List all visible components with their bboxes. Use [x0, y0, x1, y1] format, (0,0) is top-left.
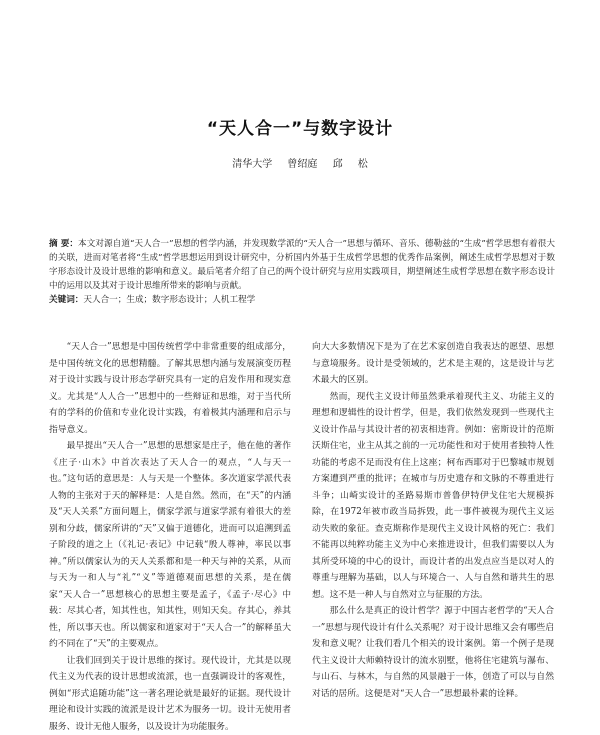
body-paragraph: 那么什么是真正的设计哲学？源于中国古老哲学的“天人合一”思想与现代设计有什么关系呢？对于设计思维又会有哪些启发和意义呢？让我们看几个相关的设计案例。第一个例子是现代主义设计大师赖特设计的流水别墅，他将住宅建筑与瀑布、与山石、与林木，与自然的风景融于一体，创造了可以与自然对话的居所。这便是对“天人合一”思想最朴素的诠释。 — [312, 603, 554, 702]
body-paragraph: 然而，现代主义设计师虽然秉承着现代主义、功能主义的理想和逻辑性的设计哲学，但是，我们依然发现到一些现代主义设计作品与其设计者的初衷相违背。例如：密斯设计的范斯沃斯住宅，业主从其之前的一元功能性和对于使用者独特人性功能的考虑不足而没有住上这座；柯布西耶对于巴黎城市规划方案遭到严重的批评；在城市与历史遗存和文脉的不尊重进行斗争；山崎实设计的圣路易斯市普鲁伊特伊戈住宅大规模拆除，在1972年被市政当局拆毁，此一事件被视为现代主义运动失败的象征。查克斯称作是现代主义设计风格的死亡：我们不能再以纯粹功能主义为中心来推进设计，但我们需要以人为其所受环境的中心的设计，而设计者的出发点应当是以对人的尊重与理解为基础，以人与环境合一、人与自然和谐共生的思想。这不是一种人与自然对立与征服的方法。 — [312, 389, 554, 604]
abstract-text: 本文对源自道“天人合一”思想的哲学内涵，并发现数学派的“天人合一”思想与循环、音乐、德勒兹的“生成”哲学思想有着很大的关联，进而对笔者将“生成”哲学思想运用到设计研究中，分析国内外基于生成哲学思想的优秀作品案例，阐述生成哲学思想对于数字形态设计及设计思维的影响和意义。最后笔者介绍了自己的两个设计研究与应用实践项目，期望阐述生成哲学思想在数字形态设计中的运用以及其对于设计思维所带来的影响与贡献。 — [49, 239, 555, 291]
body-column-right — [312, 339, 554, 702]
paper-title: “天人合一”与数字设计 — [0, 114, 600, 139]
abstract-block — [49, 237, 555, 307]
body-paragraph: 向大大多数情况下是为了在艺术家创造自我表达的愿望、思想与意境服务。设计是受领域的，艺术是主观的，这是设计与艺术最大的区别。 — [312, 339, 554, 389]
body-column-left — [49, 339, 291, 735]
abstract-paragraph — [49, 237, 555, 293]
keywords-text: 天人合一；生成；数字形态设计；人机工程学 — [83, 295, 255, 305]
author-affiliation: 清华大学 — [232, 159, 272, 170]
author-name: 松 — [358, 159, 368, 170]
body-paragraph: 让我们回到关于设计思维的探讨。现代设计，尤其是以现代主义为代表的设计思想或流派，也一直强调设计的客观性，例如“形式追随功能”这一著名理论就是最好的证据。现代设计理论和设计实践的流派是设计艺术为服务一切。设计无使用者服务、设计无他人服务，以及设计为功能服务。 — [49, 653, 291, 735]
author-name: 邱 — [333, 159, 343, 170]
body-paragraph: 最早提出“天人合一”思想的思想家是庄子，他在他的著作《庄子·山木》中首次表达了天人合一的观点，“人与天一也。”这句话的意思是：人与天是一个整体。多次道家学派代表人物的主张对于天的解释是：人是自然。然而，在“天”的内涵及“天人关系”方面问题上，儒家学派与道家学派有着很大的差别和分歧，儒家所讲的“天”又偏于道德化，进而可以追溯到孟子阶段的道之上（《礼记·表记》中记载“殷人尊神，率民以事神。”所以儒家认为的天人关系都和是一种天与神的关系，从而与天为一和人与“礼”“义”等道德观面思想的关系，是在儒家“天人合一”思想核心的思想主要是孟子，《孟子·尽心》中载：尽其心者，知其性也，知其性，则知天矣。存其心，养其性，所以事天也。所以儒家和道家对于“天人合一”的解释虽大约不同在了“天”的主要观点。 — [49, 438, 291, 653]
author-name: 曾绍庭 — [287, 159, 317, 170]
author-line — [0, 155, 600, 170]
body-paragraph: “天人合一”思想是中国传统哲学中非常重要的组成部分，是中国传统文化的思想精髓。了解其思想内涵与发展演变历程对于设计实践与设计形态学研究具有一定的启发作用和现实意义。尤其是“人人合一”思想中的一些辩证和思维，对于当代所有的学科的价值和专业化设计实践，有着极其内涵理和启示与指导意义。 — [49, 339, 291, 438]
keywords-label: 关键词： — [49, 295, 83, 305]
abstract-label: 摘 要： — [49, 239, 78, 249]
keywords-paragraph — [49, 293, 555, 307]
